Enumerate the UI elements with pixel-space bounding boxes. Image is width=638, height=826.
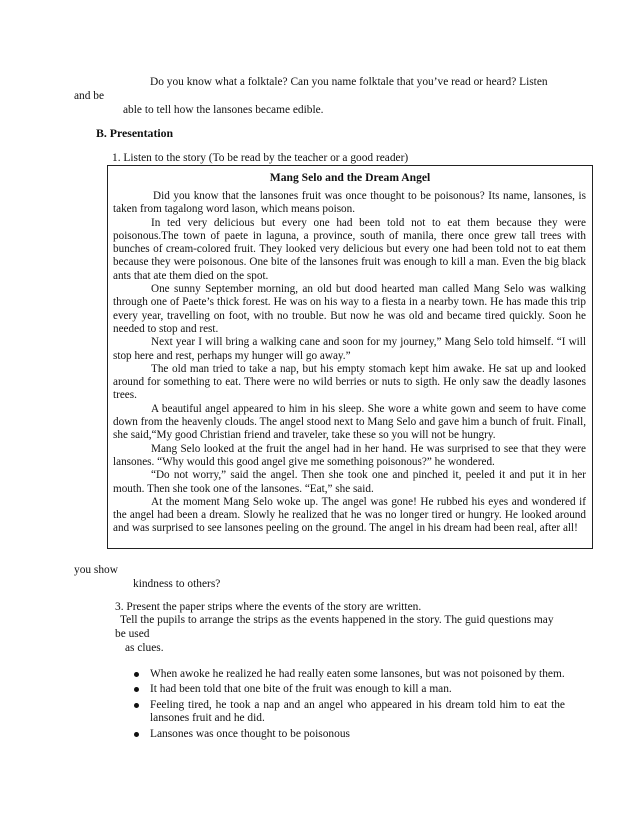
step-3-instruction: 3. Present the paper strips where the events of the story are written. [115, 601, 422, 613]
story-body [113, 190, 586, 536]
story-paragraph: Next year I will bring a walking cane and soon for my journey,” Mang Selo told himself. “I will stop here and rest, perhaps my hunger will go away.” [113, 336, 586, 362]
list-item [133, 683, 565, 696]
bullet-text: Lansones was once thought to be poisonous [150, 727, 350, 740]
step-1-instruction: 1. Listen to the story (To be read by the teacher or a good reader) [112, 152, 409, 164]
list-item [133, 728, 565, 741]
bullet-text: Feeling tired, he took a nap and an angel who appeared in his dream told him to eat the lansones fruit and he did. [150, 698, 565, 725]
intro-question-line: Do you know what a folktale? Can you name folktale that you’ve read or heard? Listen [150, 76, 548, 88]
bullet-icon [134, 672, 139, 677]
story-paragraph: Mang Selo looked at the fruit the angel had in her hand. He was surprised to see that they were lansones. “Why would this good angel give me something poisonous?” he wondered. [113, 442, 586, 468]
step-3-detail-continued: be used [115, 628, 150, 640]
bullet-icon [134, 703, 139, 708]
story-paragraph: One sunny September morning, an old but dood hearted man called Mang Selo was walking through one of Paete’s thick forest. He was on his way to a fiesta in a nearby town. He has made this trip every year, travelling on foot, with no trouble. But now he was old and became tired quickly. Soon he needed to stop and rest. [113, 283, 586, 335]
section-heading: B. Presentation [96, 126, 174, 140]
event-strip-list [133, 668, 565, 743]
story-paragraph: Did you know that the lansones fruit was once thought to be poisonous? Its name, lansones, is taken from tagalong word lason, which means poison. [113, 190, 586, 216]
bullet-text: It had been told that one bite of the fruit was enough to kill a man. [150, 683, 452, 696]
bullet-icon [134, 732, 139, 737]
story-paragraph: A beautiful angel appeared to him in his sleep. She wore a white gown and seem to have come down from the heavenly clouds. The angel stood next to Mang Selo and gave him a bunch of fruit. Finall, she said,“My good Christian friend and traveler, take these so you will not be hungry. [113, 402, 586, 442]
list-item [133, 668, 565, 681]
list-item [133, 699, 565, 726]
story-paragraph: In ted very delicious but every one had been told not to eat them because they were poisonous.The town of paete in laguna, a province, south of manila, there once grew tall trees with bunches of cream-colored fruit. They looked very delicious but every one had been told not to eat them because they were poisonous. One bite of the lansones fruit was enough to kill a man. Even the big black ants that ate them died on the spot. [113, 216, 586, 282]
story-paragraph: The old man tried to take a nap, but his empty stomach kept him awake. He sat up and looked around for something to eat. There were no wild berries or nuts to sigth. He only saw the deadly lasones trees. [113, 362, 586, 402]
story-paragraph: At the moment Mang Selo woke up. The angel was gone! He rubbed his eyes and wondered if the angel had been a dream. Slowly he realized that he was no longer tired or hungry. He looked around and was surprised to see lansones peeling on the ground. The angel in his dream had been real, after all! [113, 495, 586, 535]
intro-continuation-line: and be [74, 90, 105, 102]
step-3-detail: Tell the pupils to arrange the strips as the events happened in the story. The guid questions may [120, 614, 554, 626]
step-3-clues-line: as clues. [125, 642, 164, 654]
after-box-line: you show [74, 564, 118, 576]
story-title: Mang Selo and the Dream Angel [269, 171, 431, 184]
story-box [107, 165, 593, 549]
bullet-text: When awoke he realized he had really eaten some lansones, but was not poisoned by them. [150, 668, 565, 680]
after-box-question: kindness to others? [133, 578, 221, 590]
intro-instruction-line: able to tell how the lansones became edible. [123, 104, 324, 116]
story-paragraph: “Do not worry,” said the angel. Then she took one and pinched it, peeled it and put it in her mouth. Then she took one of the lansones. “Eat,” she said. [113, 469, 586, 495]
bullet-icon [134, 687, 139, 692]
